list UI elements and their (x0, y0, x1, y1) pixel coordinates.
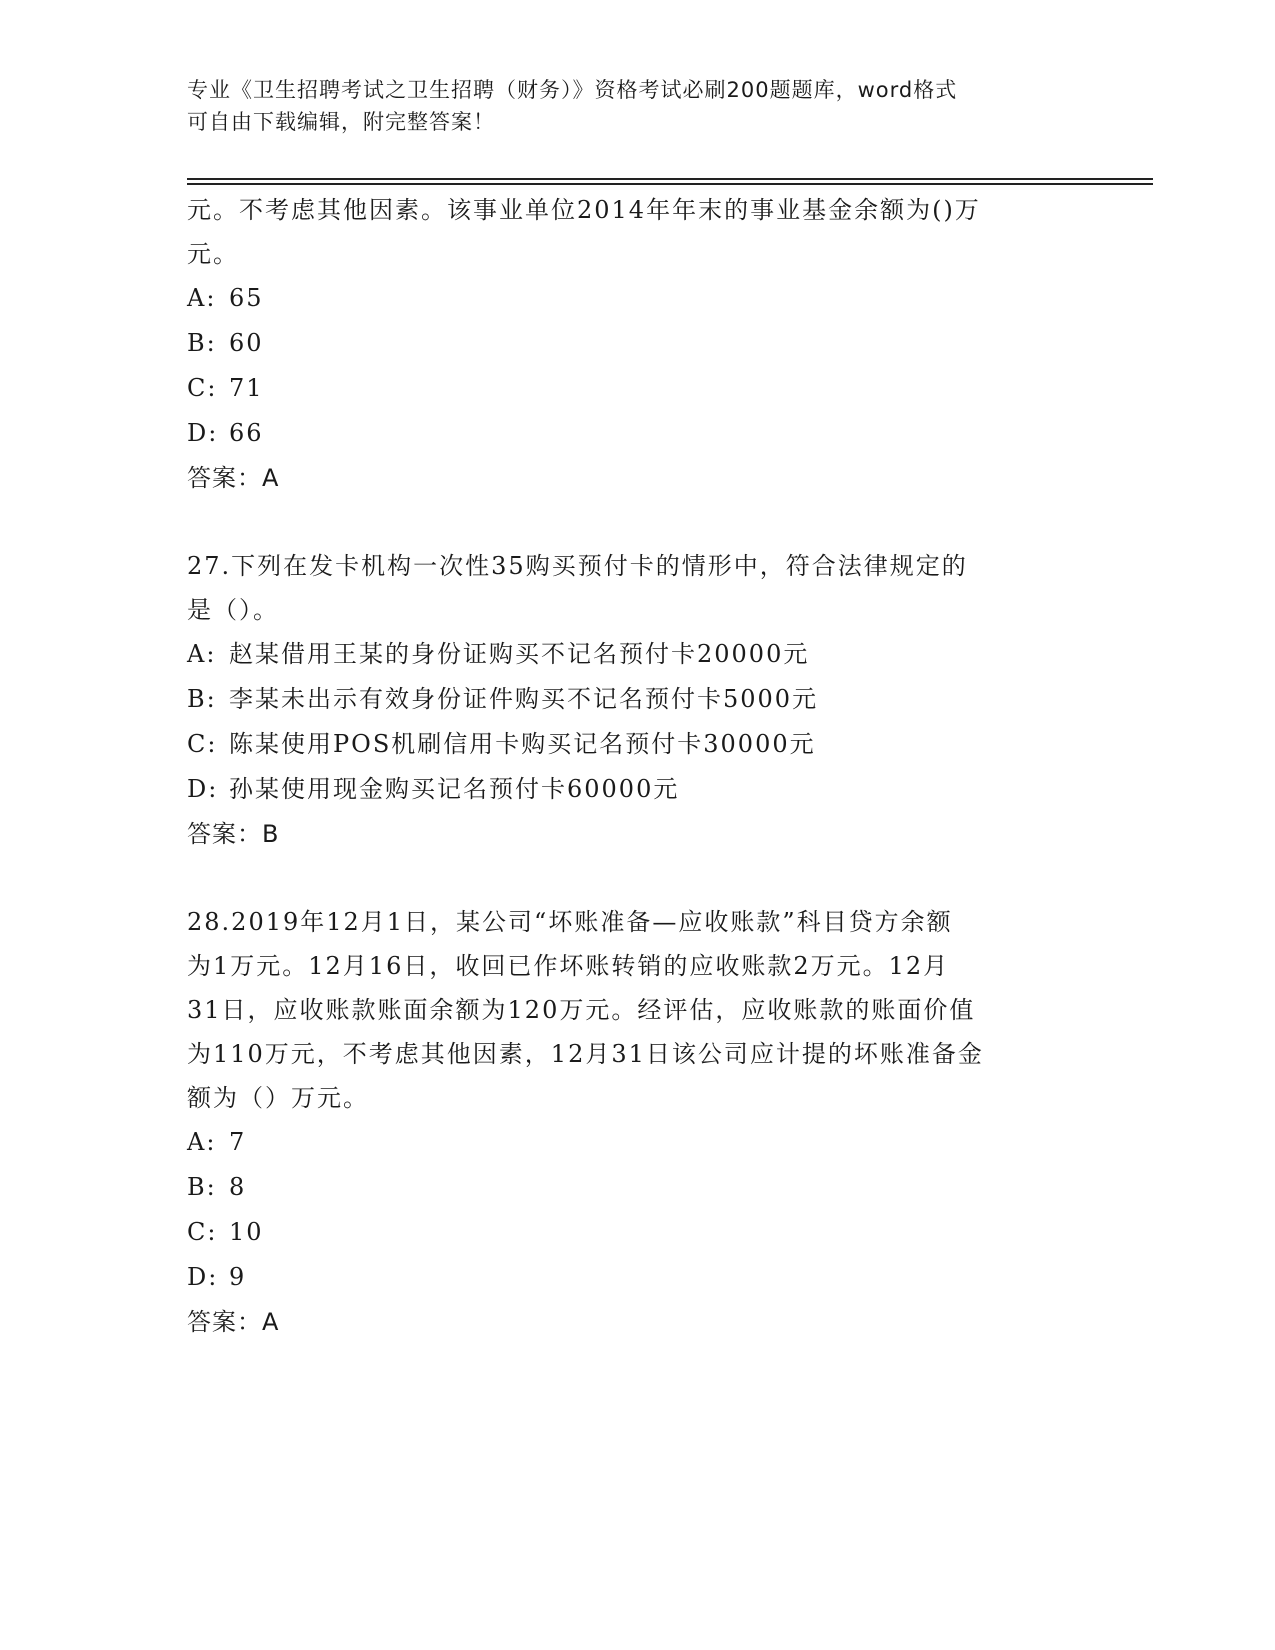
option-key: B: (187, 1173, 217, 1201)
header-divider-bottom (187, 183, 1153, 185)
question-stem-line: 27.下列在发卡机构一次性35购买预付卡的情形中，符合法律规定的 (187, 552, 968, 580)
option-key: D: (187, 1263, 219, 1291)
option-d (187, 1255, 1087, 1300)
question-spacer (187, 500, 1087, 544)
option-key: B: (187, 329, 217, 357)
option-a (187, 1120, 1087, 1165)
option-b (187, 677, 1087, 722)
option-c (187, 366, 1087, 411)
option-text: 赵某借用王某的身份证购买不记名预付卡20000元 (229, 640, 810, 668)
option-text: 8 (229, 1173, 247, 1201)
option-text: 71 (229, 374, 264, 402)
option-text: 陈某使用POS机刷信用卡购买记名预付卡30000元 (229, 730, 816, 758)
option-text: 66 (229, 419, 264, 447)
option-text: 9 (229, 1263, 247, 1291)
option-text: 10 (229, 1218, 264, 1246)
option-key: D: (187, 419, 219, 447)
header-line-2: 可自由下载编辑，附完整答案！ (187, 110, 495, 134)
answer-line: 答案：A (187, 464, 280, 492)
question-stem-line: 为110万元，不考虑其他因素，12月31日该公司应计提的坏账准备金 (187, 1040, 984, 1068)
header-line-1: 专业《卫生招聘考试之卫生招聘（财务）》资格考试必刷200题题库，word格式 (187, 78, 958, 102)
option-c (187, 1210, 1087, 1255)
option-text: 7 (229, 1128, 247, 1156)
question-stem-line: 31日，应收账款账面余额为120万元。经评估，应收账款的账面价值 (187, 996, 976, 1024)
question-spacer (187, 856, 1087, 900)
option-key: C: (187, 374, 218, 402)
option-a (187, 632, 1087, 677)
question-stem-line: 为1万元。12月16日，收回已作坏账转销的应收账款2万元。12月 (187, 952, 950, 980)
question-stem-line: 额为（）万元。 (187, 1084, 369, 1112)
header-divider-top (187, 178, 1153, 180)
answer-line: 答案：A (187, 1308, 280, 1336)
option-key: D: (187, 775, 219, 803)
question-block (187, 900, 1087, 1344)
question-stem-line: 是（）。 (187, 596, 279, 624)
option-key: C: (187, 1218, 218, 1246)
option-c (187, 722, 1087, 767)
option-text: 李某未出示有效身份证件购买不记名预付卡5000元 (229, 685, 819, 713)
question-stem-line: 元。不考虑其他因素。该事业单位2014年年末的事业基金余额为()万 (187, 196, 981, 224)
option-text: 60 (229, 329, 264, 357)
option-a (187, 276, 1087, 321)
option-key: A: (187, 284, 217, 312)
option-key: C: (187, 730, 218, 758)
question-block (187, 544, 1087, 856)
question-block (187, 188, 1087, 500)
option-key: A: (187, 1128, 217, 1156)
option-d (187, 767, 1087, 812)
option-key: B: (187, 685, 217, 713)
option-b (187, 1165, 1087, 1210)
question-stem-line: 元。 (187, 240, 239, 268)
question-stem-line: 28.2019年12月1日，某公司“坏账准备—应收账款”科目贷方余额 (187, 908, 953, 936)
question-list (187, 188, 1087, 1344)
answer-line: 答案：B (187, 820, 280, 848)
option-b (187, 321, 1087, 366)
document-header (187, 74, 1067, 138)
option-key: A: (187, 640, 217, 668)
option-d (187, 411, 1087, 456)
option-text: 65 (229, 284, 264, 312)
option-text: 孙某使用现金购买记名预付卡60000元 (229, 775, 680, 803)
